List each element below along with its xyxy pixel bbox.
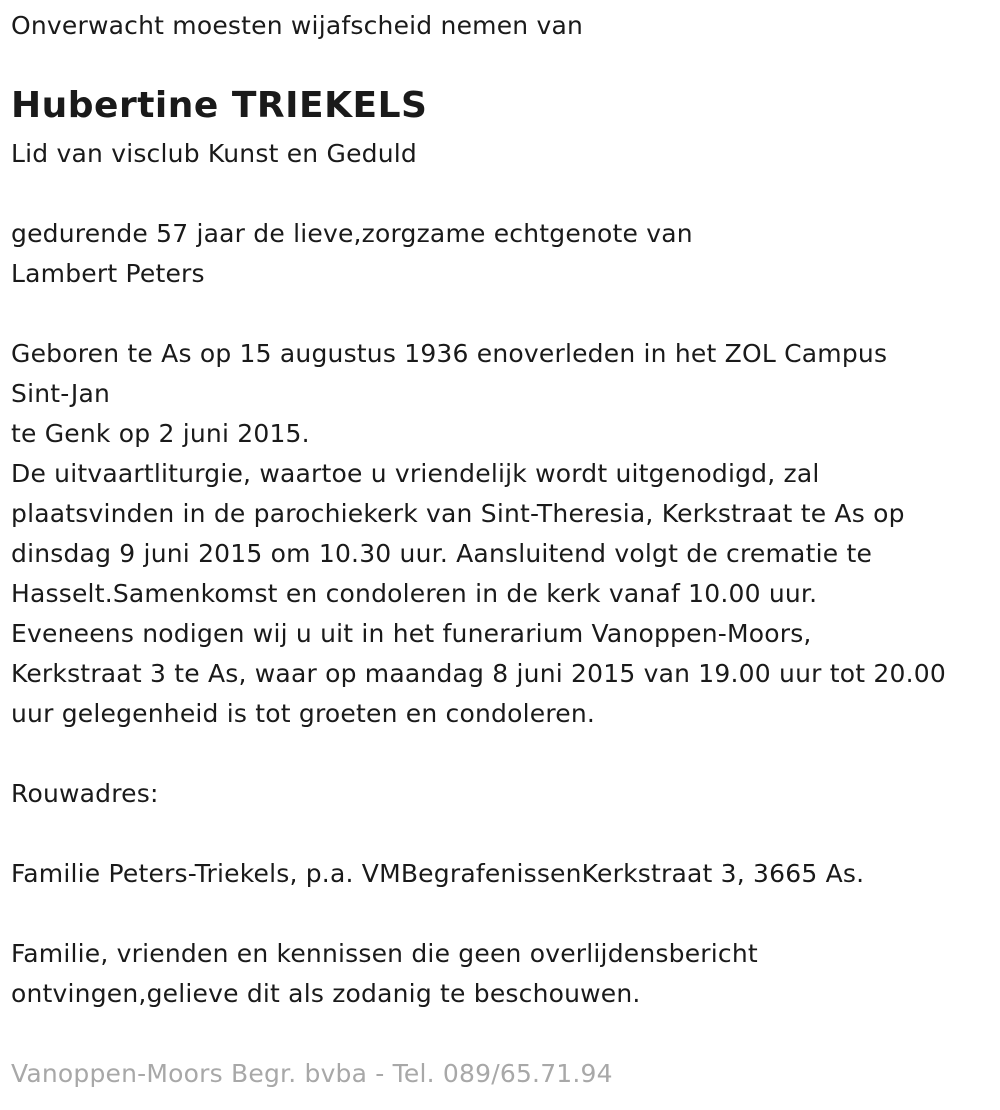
closing-line-2: ontvingen,gelieve dit als zodanig te beschouwen. — [11, 979, 641, 1008]
ceremony-line-2: plaatsvinden in de parochiekerk van Sint-Theresia, Kerkstraat te As op — [11, 499, 905, 528]
closing-line-1: Familie, vrienden en kennissen die geen overlijdensbericht — [11, 939, 758, 968]
birth-line-3: te Genk op 2 juni 2015. — [11, 419, 310, 448]
birth-line-1: Geboren te As op 15 augustus 1936 enoverleden in het ZOL Campus — [11, 339, 888, 368]
birth-line-2: Sint-Jan — [11, 379, 111, 408]
spouse-line-2: Lambert Peters — [11, 259, 205, 288]
membership-text: Lid van visclub Kunst en Geduld — [11, 139, 417, 168]
ceremony-line-4: Hasselt.Samenkomst en condoleren in de kerk vanaf 10.00 uur. — [11, 579, 818, 608]
viewing-line-3: uur gelegenheid is tot groeten en condoleren. — [11, 699, 596, 728]
deceased-name: Hubertine TRIEKELS — [11, 85, 428, 126]
spouse-line-1: gedurende 57 jaar de lieve,zorgzame echtgenote van — [11, 219, 693, 248]
ceremony-line-3: dinsdag 9 juni 2015 om 10.30 uur. Aansluitend volgt de crematie te — [11, 539, 873, 568]
viewing-line-1: Eveneens nodigen wij u uit in het funerarium Vanoppen-Moors, — [11, 619, 812, 648]
viewing-line-2: Kerkstraat 3 te As, waar op maandag 8 juni 2015 van 19.00 uur tot 20.00 — [11, 659, 946, 688]
funeral-home-footer: Vanoppen-Moors Begr. bvba - Tel. 089/65.71.94 — [11, 1059, 613, 1088]
address-label: Rouwadres: — [11, 779, 159, 808]
ceremony-line-1: De uitvaartliturgie, waartoe u vriendelijk wordt uitgenodigd, zal — [11, 459, 820, 488]
intro-text: Onverwacht moesten wijafscheid nemen van — [11, 11, 584, 40]
address-text: Familie Peters-Triekels, p.a. VMBegrafenissenKerkstraat 3, 3665 As. — [11, 859, 865, 888]
